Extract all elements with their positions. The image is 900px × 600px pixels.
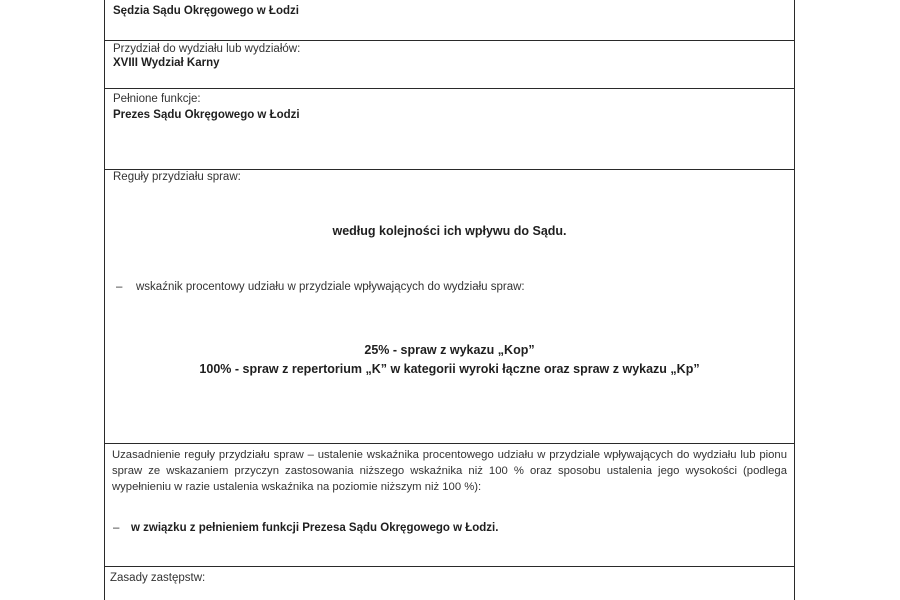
table-frame [104, 0, 795, 600]
functions-value: Prezes Sądu Okręgowego w Łodzi [113, 109, 300, 121]
justification-paragraph: Uzasadnienie reguły przydziału spraw – ustalenie wskaźnika procentowego udziału w przydziale wpływających do wydziału lub pionu spraw ze wskazaniem przyczyn zastosowania niższego wskaźnika niż 100 % oraz sposobu ustalenia jego wysokości (podlega wypełnieniu w razie ustalenia wskaźnika na poziomie niższym niż 100 %): [112, 449, 787, 493]
row-divider [104, 40, 795, 41]
judge-title: Sędzia Sądu Okręgowego w Łodzi [113, 5, 299, 17]
functions-label: Pełnione funkcje: [113, 93, 201, 105]
rules-label: Reguły przydziału spraw: [113, 171, 241, 183]
division-label: Przydział do wydziału lub wydziałów: [113, 43, 301, 55]
division-value: XVIII Wydział Karny [113, 57, 220, 69]
row-divider [104, 566, 795, 567]
substitution-label: Zasady zastępstw: [110, 572, 206, 584]
indicator-text: wskaźnik procentowy udziału w przydziale wpływających do wydziału spraw: [136, 281, 525, 293]
indicator-line-kop: 25% - spraw z wykazu „Kop” [364, 343, 535, 357]
indicator-line-k: 100% - spraw z repertorium „K” w kategorii wyroki łączne oraz spraw z wykazu „Kp” [199, 362, 700, 376]
row-divider [104, 88, 795, 89]
justification-reason: w związku z pełnieniem funkcji Prezesa Sądu Okręgowego w Łodzi. [131, 522, 499, 534]
assignment-order-text: według kolejności ich wpływu do Sądu. [332, 224, 567, 238]
row-divider [104, 443, 795, 444]
bullet-dash: – [116, 281, 123, 293]
bullet-dash: – [113, 522, 120, 534]
